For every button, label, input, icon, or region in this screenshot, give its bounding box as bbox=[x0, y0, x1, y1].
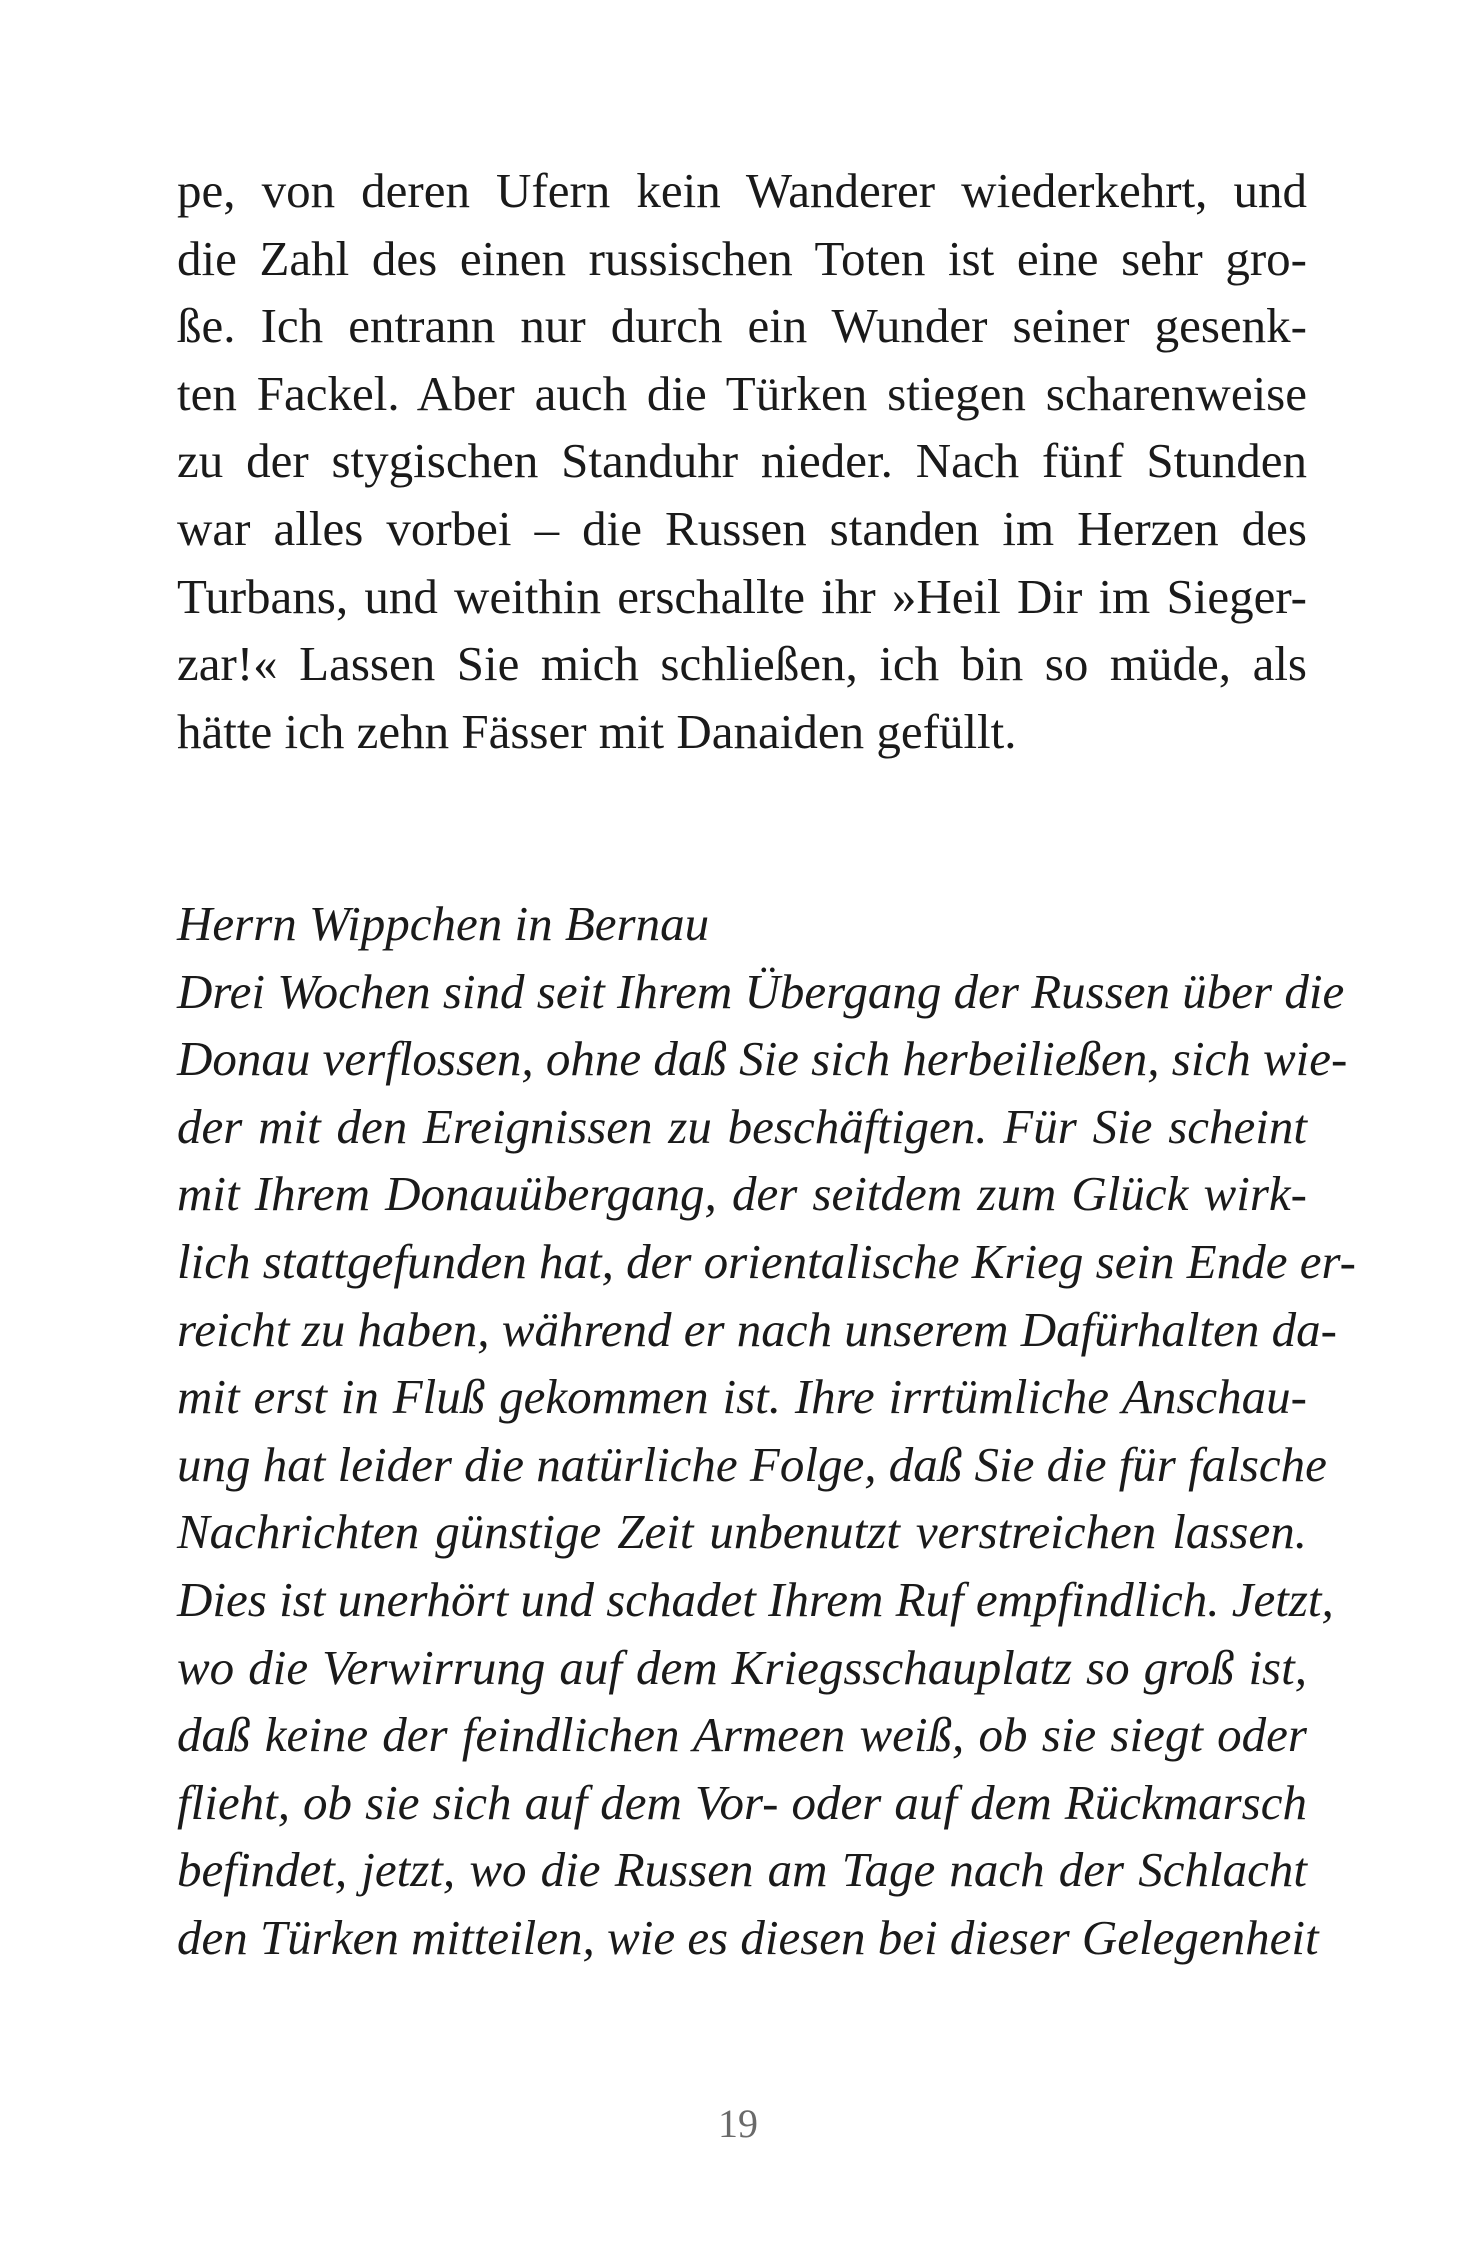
text-line: zar!« Lassen Sie mich schließen, ich bin so müde, als bbox=[177, 636, 1307, 692]
letter-line: lich stattgefunden hat, der orientalische Krieg sein Ende er- bbox=[177, 1233, 1356, 1289]
text-line: die Zahl des einen russischen Toten ist eine sehr gro- bbox=[177, 230, 1307, 286]
letter-line: ung hat leider die natürliche Folge, daß Sie die für falsche bbox=[177, 1436, 1327, 1492]
letter-line: wo die Verwirrung auf dem Kriegsschauplatz so groß ist, bbox=[177, 1639, 1307, 1695]
body-paragraph bbox=[177, 157, 1307, 765]
letter-line: der mit den Ereignissen zu beschäftigen. Für Sie scheint bbox=[177, 1098, 1307, 1154]
text-line: war alles vorbei – die Russen standen im Herzen des bbox=[177, 500, 1307, 556]
letter-salutation: Herrn Wippchen in Bernau bbox=[177, 896, 710, 951]
text-line: pe, von deren Ufern kein Wanderer wiederkehrt, und bbox=[177, 163, 1307, 218]
page-number: 19 bbox=[718, 2101, 758, 2146]
text-line: ße. Ich entrann nur durch ein Wunder seiner gesenk- bbox=[177, 298, 1307, 354]
letter-line: daß keine der feindlichen Armeen weiß, ob sie siegt oder bbox=[177, 1707, 1307, 1763]
letter-line: flieht, ob sie sich auf dem Vor- oder auf dem Rückmarsch bbox=[177, 1774, 1307, 1830]
text-line: ten Fackel. Aber auch die Türken stiegen scharenweise bbox=[177, 365, 1307, 421]
letter-section bbox=[177, 890, 1356, 1972]
letter-line: Dies ist unerhört und schadet Ihrem Ruf empfindlich. Jetzt, bbox=[177, 1571, 1334, 1627]
letter-line: den Türken mitteilen, wie es diesen bei dieser Gelegenheit bbox=[177, 1909, 1319, 1965]
text-line: zu der stygischen Standuhr nieder. Nach fünf Stunden bbox=[177, 433, 1307, 489]
letter-line: reicht zu haben, während er nach unserem Dafürhalten da- bbox=[177, 1301, 1337, 1357]
letter-line: Donau verflossen, ohne daß Sie sich herbeiließen, sich wie- bbox=[177, 1031, 1348, 1087]
text-line: Turbans, und weithin erschallte ihr »Heil Dir im Sieger- bbox=[177, 568, 1307, 624]
letter-line: mit erst in Fluß gekommen ist. Ihre irrtümliche Anschau- bbox=[177, 1369, 1307, 1425]
letter-line: Drei Wochen sind seit Ihrem Übergang der Russen über die bbox=[177, 963, 1345, 1019]
letter-line: mit Ihrem Donauübergang, der seitdem zum Glück wirk- bbox=[177, 1166, 1307, 1222]
letter-line: Nachrichten günstige Zeit unbenutzt verstreichen lassen. bbox=[177, 1504, 1307, 1560]
letter-line: befindet, jetzt, wo die Russen am Tage nach der Schlacht bbox=[177, 1842, 1307, 1898]
text-line: hätte ich zehn Fässer mit Danaiden gefüllt. bbox=[177, 703, 1017, 759]
